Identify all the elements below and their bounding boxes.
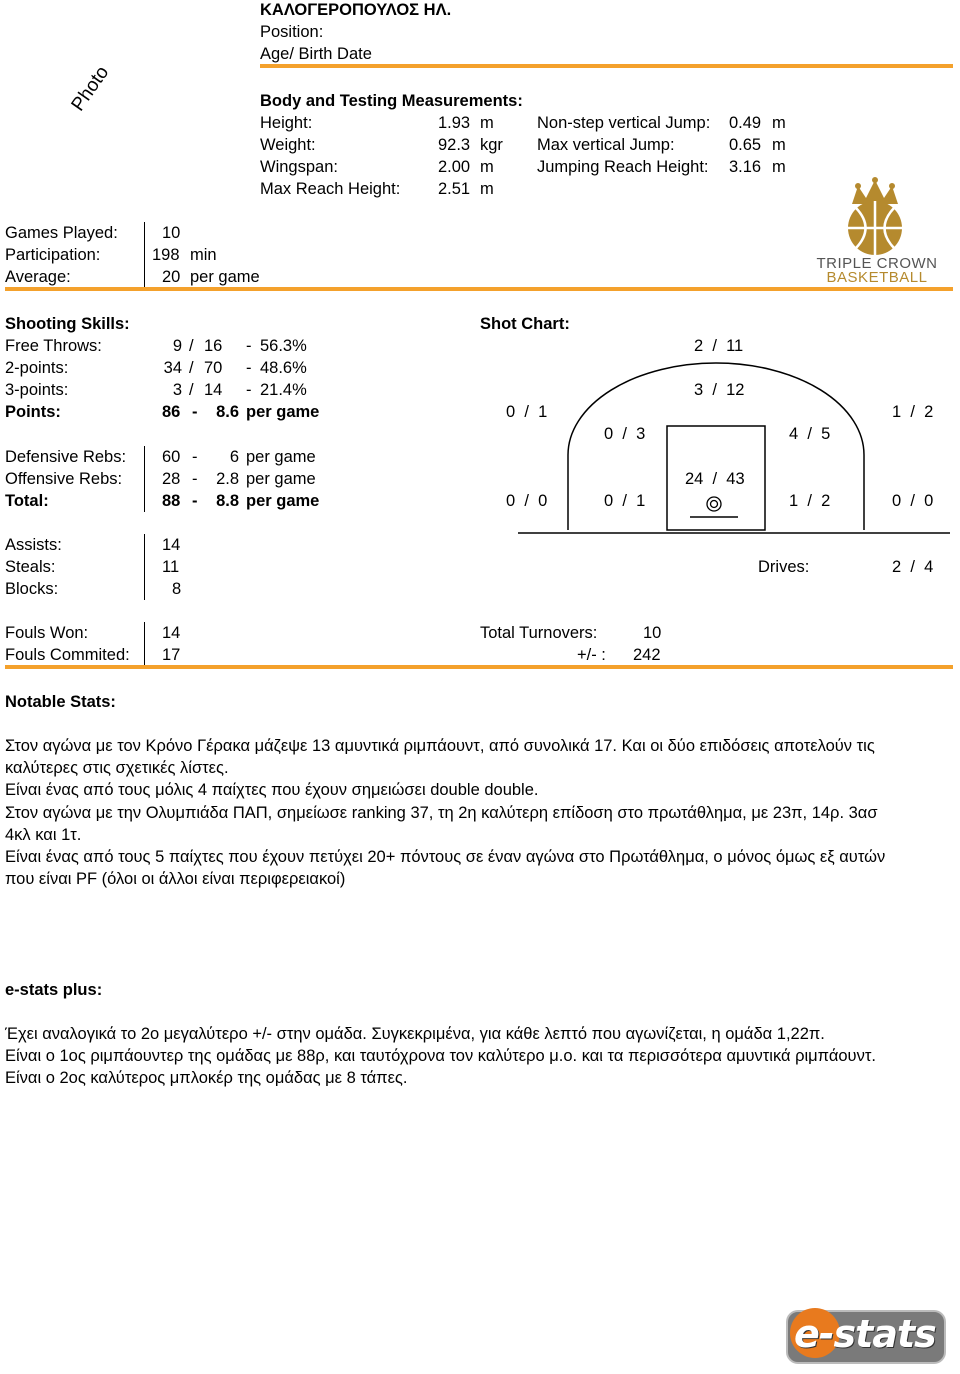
def-rebs-unit: per game [246, 448, 316, 466]
p3-made: 3 [172, 381, 182, 399]
zone-left-mid-upper: 0 / 3 [604, 425, 646, 443]
nonstep-unit: m [772, 114, 786, 132]
p2-label: 2-points: [5, 359, 69, 377]
ft-made: 9 [172, 337, 182, 355]
total-rebs-total: 88 [162, 492, 181, 510]
position-label: Position: [260, 23, 324, 41]
shot-chart-title: Shot Chart: [480, 315, 570, 333]
jumpreach-value: 3.16 [729, 158, 762, 176]
p3-att: 14 [204, 381, 223, 399]
zone-left-corner: 0 / 0 [506, 492, 548, 510]
notable-text [5, 735, 905, 890]
notable-paragraph: Στον αγώνα με τον Κρόνο Γέρακα μάζεψε 13 αμυντικά ριμπάουντ, από συνολικά 17. Και οι δύο επιδόσεις αποτελούν τις καλύτερες στις σχετικές λίστες. [5, 737, 875, 778]
participation-label: Participation: [5, 246, 101, 264]
games-played-label: Games Played: [5, 224, 118, 242]
estats-title: e-stats plus: [5, 981, 103, 999]
fouls-rule [5, 665, 953, 669]
notable-paragraph: Είναι ένας από τους 5 παίχτες που έχουν πετύχει 20+ πόντους σε έναν αγώνα στο Πρωτάθλημα, ο μόνος όμως εξ αυτών που είναι PF (όλοι οι άλλοι είναι περιφερειακοί) [5, 848, 886, 889]
zone-right-baseline-mid: 1 / 2 [789, 492, 831, 510]
zone-right-corner: 0 / 0 [892, 492, 934, 510]
measurements-title: Body and Testing Measurements: [260, 92, 523, 110]
plusminus-label: +/- : [577, 646, 606, 664]
total-rebs-label: Total: [5, 492, 49, 510]
maxreach-value: 2.51 [438, 180, 471, 198]
blocks-value: 8 [172, 580, 182, 598]
ft-pct: 56.3% [260, 337, 307, 355]
fouls-won-value: 14 [162, 624, 181, 642]
nonstep-label: Non-step vertical Jump: [537, 114, 711, 132]
notable-paragraph: Είναι ένας από τους μόλις 4 παίχτες που έχουν σημειώσει double double. [5, 781, 539, 800]
average-label: Average: [5, 268, 71, 286]
participation-value: 198 [152, 246, 180, 264]
photo-placeholder: Photo [67, 62, 114, 116]
average-unit: per game [190, 268, 260, 286]
participation-unit: min [190, 246, 217, 264]
assists-value: 14 [162, 536, 181, 554]
height-label: Height: [260, 114, 313, 132]
p2-pct: 48.6% [260, 359, 307, 377]
blocks-label: Blocks: [5, 580, 59, 598]
off-rebs-label: Offensive Rebs: [5, 470, 123, 488]
wingspan-unit: m [480, 158, 494, 176]
ft-att: 16 [204, 337, 223, 355]
fouls-committed-label: Fouls Commited: [5, 646, 130, 664]
wingspan-label: Wingspan: [260, 158, 338, 176]
estats-logo [786, 1306, 944, 1362]
jumpreach-unit: m [772, 158, 786, 176]
drives-value: 2 / 4 [892, 558, 934, 576]
height-value: 1.93 [438, 114, 471, 132]
turnovers-value: 10 [643, 624, 662, 642]
p2-att: 70 [204, 359, 223, 377]
zone-right-wing-three: 1 / 2 [892, 403, 934, 421]
points-avg: 8.6 [216, 403, 239, 421]
logo-line1: TRIPLE CROWN [816, 255, 938, 272]
def-rebs-avg: 6 [229, 448, 239, 466]
p2-made: 34 [163, 359, 182, 377]
estats-logo-text: e-stats [794, 1312, 936, 1356]
estats-paragraph: Έχει αναλογικά το 2ο μεγαλύτερο +/- στην ομάδα. Συγκεκριμένα, για κάθε λεπτό που αγωνίζεται, η ομάδα 1,22π. [5, 1025, 825, 1043]
maxreach-unit: m [480, 180, 494, 198]
games-played-value: 10 [162, 224, 181, 242]
maxvert-label: Max vertical Jump: [537, 136, 675, 154]
off-rebs-avg: 2.8 [216, 470, 239, 488]
def-rebs-total: 60 [162, 448, 181, 466]
games-divider [144, 222, 145, 288]
player-name: ΚΑΛΟΓΕΡΟΠΟΥΛΟΣ ΗΛ. [260, 1, 452, 19]
estats-paragraph: Είναι ο 1ος ριμπάουντερ της ομάδας με 88ρ, και ταυτόχρονα τον καλύτερο μ.ο. και τα περισσότερα αμυντικά ριμπάουντ. [5, 1047, 876, 1066]
zone-top-center: 2 / 11 [694, 337, 744, 355]
drives-label: Drives: [758, 558, 810, 576]
estats-text [5, 1023, 905, 1090]
ft-label: Free Throws: [5, 337, 102, 355]
zone-left-baseline-mid: 0 / 1 [604, 492, 646, 510]
age-label: Age/ Birth Date [260, 45, 372, 63]
points-total: 86 [162, 403, 181, 421]
misc-divider [144, 534, 145, 600]
zone-right-mid-upper: 4 / 5 [789, 425, 831, 443]
shooting-title: Shooting Skills: [5, 315, 130, 333]
logo-line2: BASKETBALL [826, 269, 928, 286]
weight-unit: kgr [480, 136, 503, 154]
crown-basketball-icon [800, 176, 950, 256]
estats-paragraph: Είναι ο 2ος καλύτερος μπλοκέρ της ομάδας με 8 τάπες. [5, 1069, 408, 1088]
fouls-won-label: Fouls Won: [5, 624, 89, 642]
average-value: 20 [162, 268, 181, 286]
jumpreach-label: Jumping Reach Height: [537, 158, 709, 176]
points-unit: per game [246, 403, 320, 421]
height-unit: m [480, 114, 494, 132]
weight-value: 92.3 [438, 136, 471, 154]
def-rebs-label: Defensive Rebs: [5, 448, 127, 466]
steals-value: 11 [162, 558, 180, 576]
off-rebs-total: 28 [162, 470, 181, 488]
turnovers-label: Total Turnovers: [480, 624, 598, 642]
total-rebs-avg: 8.8 [216, 492, 239, 510]
nonstep-value: 0.49 [729, 114, 762, 132]
assists-label: Assists: [5, 536, 62, 554]
plusminus-value: 242 [633, 646, 661, 664]
wingspan-value: 2.00 [438, 158, 471, 176]
games-rule [5, 287, 953, 291]
steals-label: Steals: [5, 558, 56, 576]
total-rebs-unit: per game [246, 492, 320, 510]
maxvert-value: 0.65 [729, 136, 762, 154]
p3-pct: 21.4% [260, 381, 307, 399]
zone-three-top: 3 / 12 [694, 381, 745, 399]
zone-paint: 24 / 43 [685, 470, 745, 488]
maxvert-unit: m [772, 136, 786, 154]
off-rebs-unit: per game [246, 470, 316, 488]
notable-paragraph: Στον αγώνα με την Ολυμπιάδα ΠΑΠ, σημείωσε ranking 37, τη 2η καλύτερη επίδοση στο πρωτάθλημα, με 23π, 14ρ. 3ασ 4κλ και 1τ. [5, 803, 878, 844]
triple-crown-logo [800, 176, 950, 286]
fouls-divider [144, 622, 145, 666]
p3-label: 3-points: [5, 381, 69, 399]
points-label: Points: [5, 403, 61, 421]
zone-left-wing-three: 0 / 1 [506, 403, 548, 421]
rebounds-divider [144, 446, 145, 512]
weight-label: Weight: [260, 136, 316, 154]
notable-title: Notable Stats: [5, 693, 116, 711]
maxreach-label: Max Reach Height: [260, 180, 401, 198]
fouls-committed-value: 17 [162, 646, 181, 664]
header-divider [260, 64, 953, 68]
